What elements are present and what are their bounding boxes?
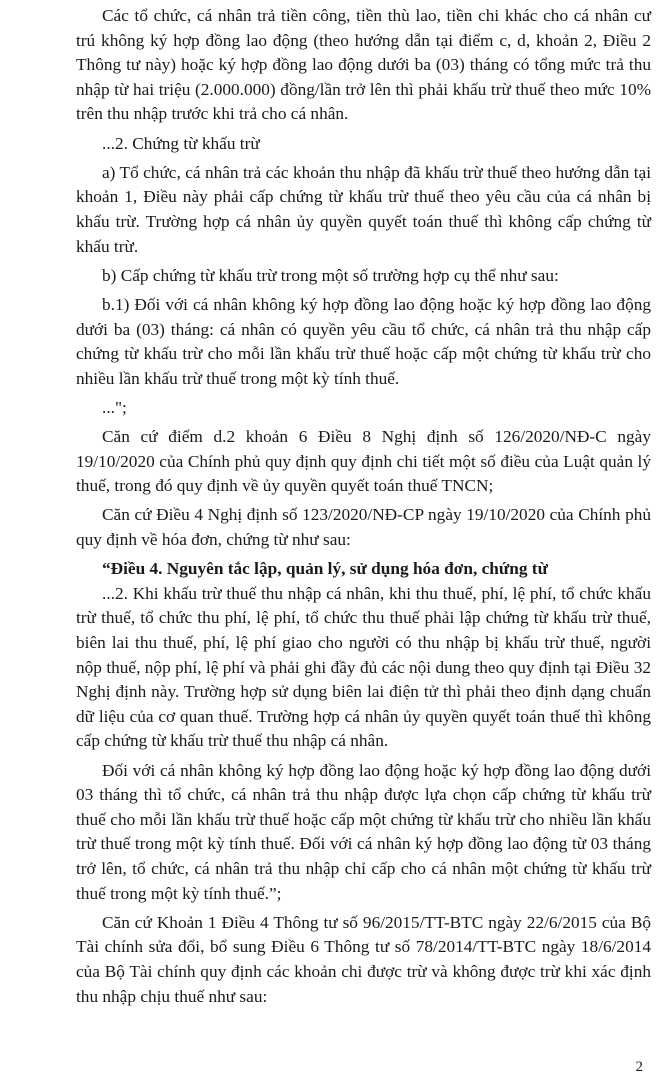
paragraph-decree-126: Căn cứ điểm d.2 khoản 6 Điều 8 Nghị định số 126/2020/NĐ-C ngày 19/10/2020 của Chính phủ quy định quy định chi tiết một số điều của Luật quản lý thuế, trong đó quy định về ủy quyền quyết toán thuế TNCN;	[76, 427, 651, 496]
paragraph-item-b: b) Cấp chứng từ khấu trừ trong một số trường hợp cụ thể như sau:	[102, 265, 559, 285]
article-4-heading: “Điều 4. Nguyên tắc lập, quản lý, sử dụng hóa đơn, chứng từ	[102, 559, 548, 579]
paragraph-article-4-clause-2: ...2. Khi khấu trừ thuế thu nhập cá nhân, khi thu thuế, phí, lệ phí, tổ chức khấu trừ thuế, tổ chức thu phí, lệ phí, tổ chức thu thuế phải lập chứng từ khấu trừ thuế, biên lai thu thuế, phí, lệ phí giao cho người có thu nhập bị khấu trừ thuế, người nộp thuế, nộp phí, lệ phí và phải ghi đầy đủ các nội dung theo quy định tại Điều 32 Nghị định này. Trường hợp sử dụng biên lai điện tử thì phải theo định dạng chuẩn dữ liệu của cơ quan thuế. Trường hợp cá nhân ủy quyền quyết toán thuế thì không cấp chứng từ khấu trừ thuế thu nhập cá nhân.	[76, 583, 651, 751]
document-body	[76, 4, 651, 1014]
paragraph-withholding-rule: Các tổ chức, cá nhân trả tiền công, tiền thù lao, tiền chi khác cho cá nhân cư trú không ký hợp đồng lao động (theo hướng dẫn tại điểm c, d, khoản 2, Điều 2 Thông tư này) hoặc ký hợp đồng lao động dưới ba (03) tháng có tổng mức trả thu nhập từ hai triệu (2.000.000) đồng/lần trở lên thì phải khấu trừ thuế theo mức 10% trên thu nhập trước khi trả cho cá nhân.	[76, 6, 651, 124]
paragraph-item-b1: b.1) Đối với cá nhân không ký hợp đồng lao động hoặc ký hợp đồng lao động dưới ba (03) tháng: cá nhân có quyền yêu cầu tổ chức, cá nhân trả thu nhập cấp chứng từ khấu trừ cho mỗi lần khấu trừ thuế hoặc cấp một chứng từ khấu trừ cho nhiều lần khấu trừ thuế trong một kỳ tính thuế.	[76, 294, 651, 388]
paragraph-ellipsis: ...";	[102, 397, 127, 417]
paragraph-circular-96: Căn cứ Khoản 1 Điều 4 Thông tư số 96/2015/TT-BTC ngày 22/6/2015 của Bộ Tài chính sửa đổi, bổ sung Điều 6 Thông tư số 78/2014/TT-BTC ngày 18/6/2014 của Bộ Tài chính quy định các khoản chi được trừ và không được trừ khi xác định thu nhập chịu thuế như sau:	[76, 912, 651, 1006]
page-number: 2	[635, 1059, 643, 1075]
paragraph-section-2-heading: ...2. Chứng từ khấu trừ	[102, 133, 260, 153]
paragraph-contract-under-3-months: Đối với cá nhân không ký hợp đồng lao động hoặc ký hợp đồng lao động dưới 03 tháng thì tổ chức, cá nhân trả thu nhập được lựa chọn cấp chứng từ khấu trừ thuế cho mỗi lần khấu trừ thuế hoặc cấp một chứng từ khấu trừ cho nhiều lần khấu trừ thuế trong một kỳ tính thuế. Đối với cá nhân ký hợp đồng lao động từ 03 tháng trở lên, tổ chức, cá nhân trả thu nhập chỉ cấp cho cá nhân một chứng từ khấu trừ thuế trong một kỳ tính thuế.”;	[76, 760, 651, 903]
paragraph-item-a: a) Tổ chức, cá nhân trả các khoản thu nhập đã khấu trừ thuế theo hướng dẫn tại khoản 1, Điều này phải cấp chứng từ khấu trừ thuế theo yêu cầu của cá nhân bị khấu trừ. Trường hợp cá nhân ủy quyền quyết toán thuế thì không cấp chứng từ khấu trừ.	[76, 162, 651, 256]
paragraph-decree-123: Căn cứ Điều 4 Nghị định số 123/2020/NĐ-CP ngày 19/10/2020 của Chính phủ quy định về hóa đơn, chứng từ như sau:	[76, 505, 651, 550]
